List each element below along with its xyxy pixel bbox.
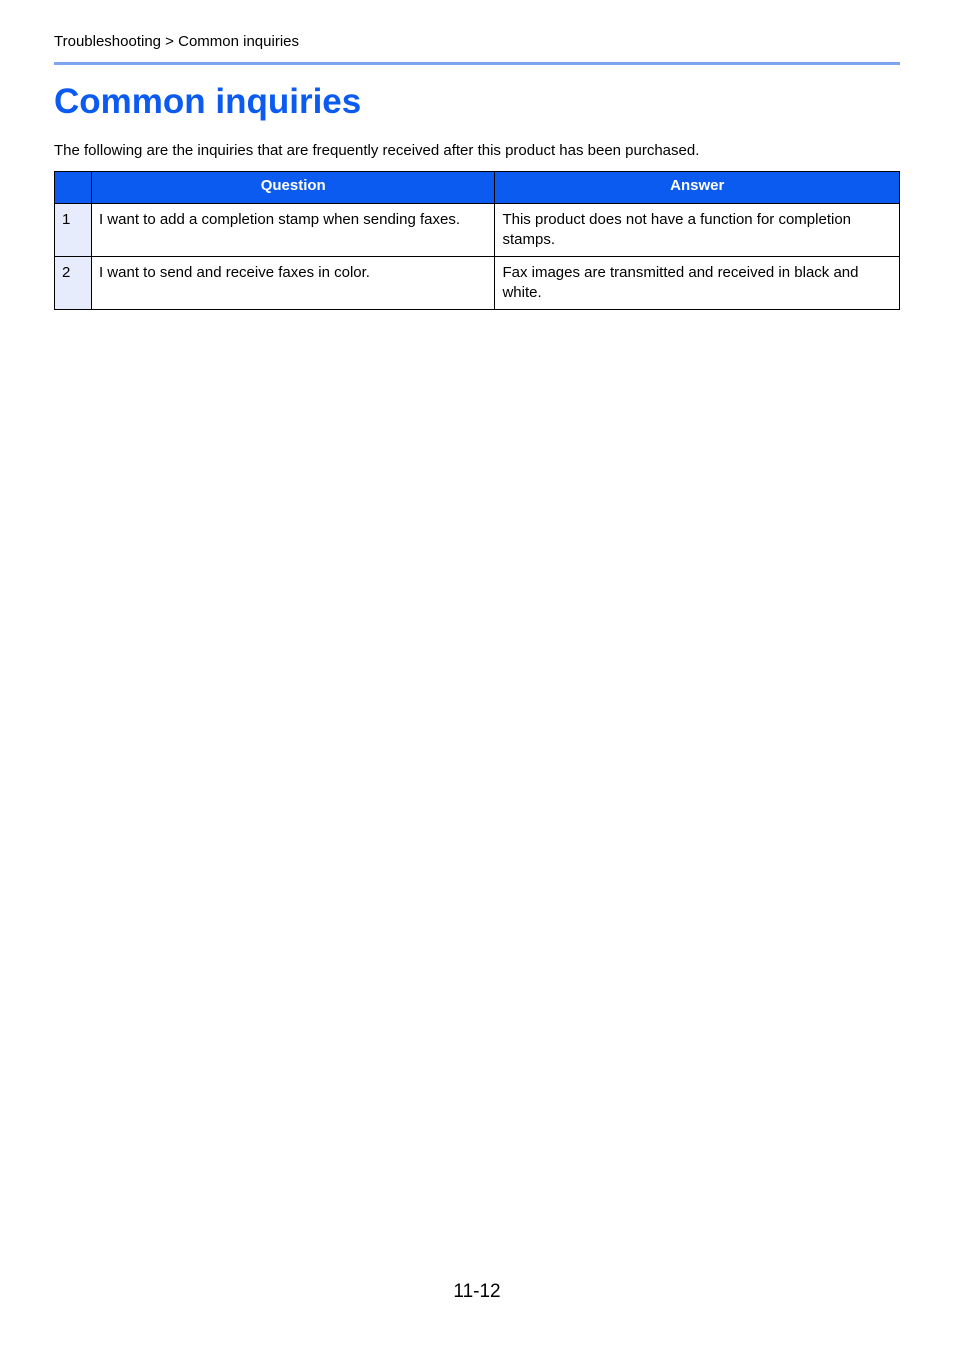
column-header-answer: Answer — [495, 172, 900, 204]
answer-cell: This product does not have a function for completion stamps. — [495, 204, 900, 257]
row-number: 1 — [55, 204, 92, 257]
header-divider — [54, 62, 900, 65]
column-header-number — [55, 172, 92, 204]
question-cell: I want to send and receive faxes in color. — [91, 257, 495, 310]
table-row — [55, 204, 900, 257]
page-title: Common inquiries — [54, 82, 362, 121]
question-cell: I want to add a completion stamp when sending faxes. — [91, 204, 495, 257]
answer-cell: Fax images are transmitted and received in black and white. — [495, 257, 900, 310]
table-row — [55, 257, 900, 310]
inquiries-table — [54, 171, 900, 310]
column-header-question: Question — [91, 172, 495, 204]
breadcrumb: Troubleshooting > Common inquiries — [54, 33, 299, 50]
intro-paragraph: The following are the inquiries that are frequently received after this product has been purchased. — [54, 142, 700, 159]
table-header-row — [55, 172, 900, 204]
page-number: 11-12 — [453, 1281, 501, 1302]
row-number: 2 — [55, 257, 92, 310]
